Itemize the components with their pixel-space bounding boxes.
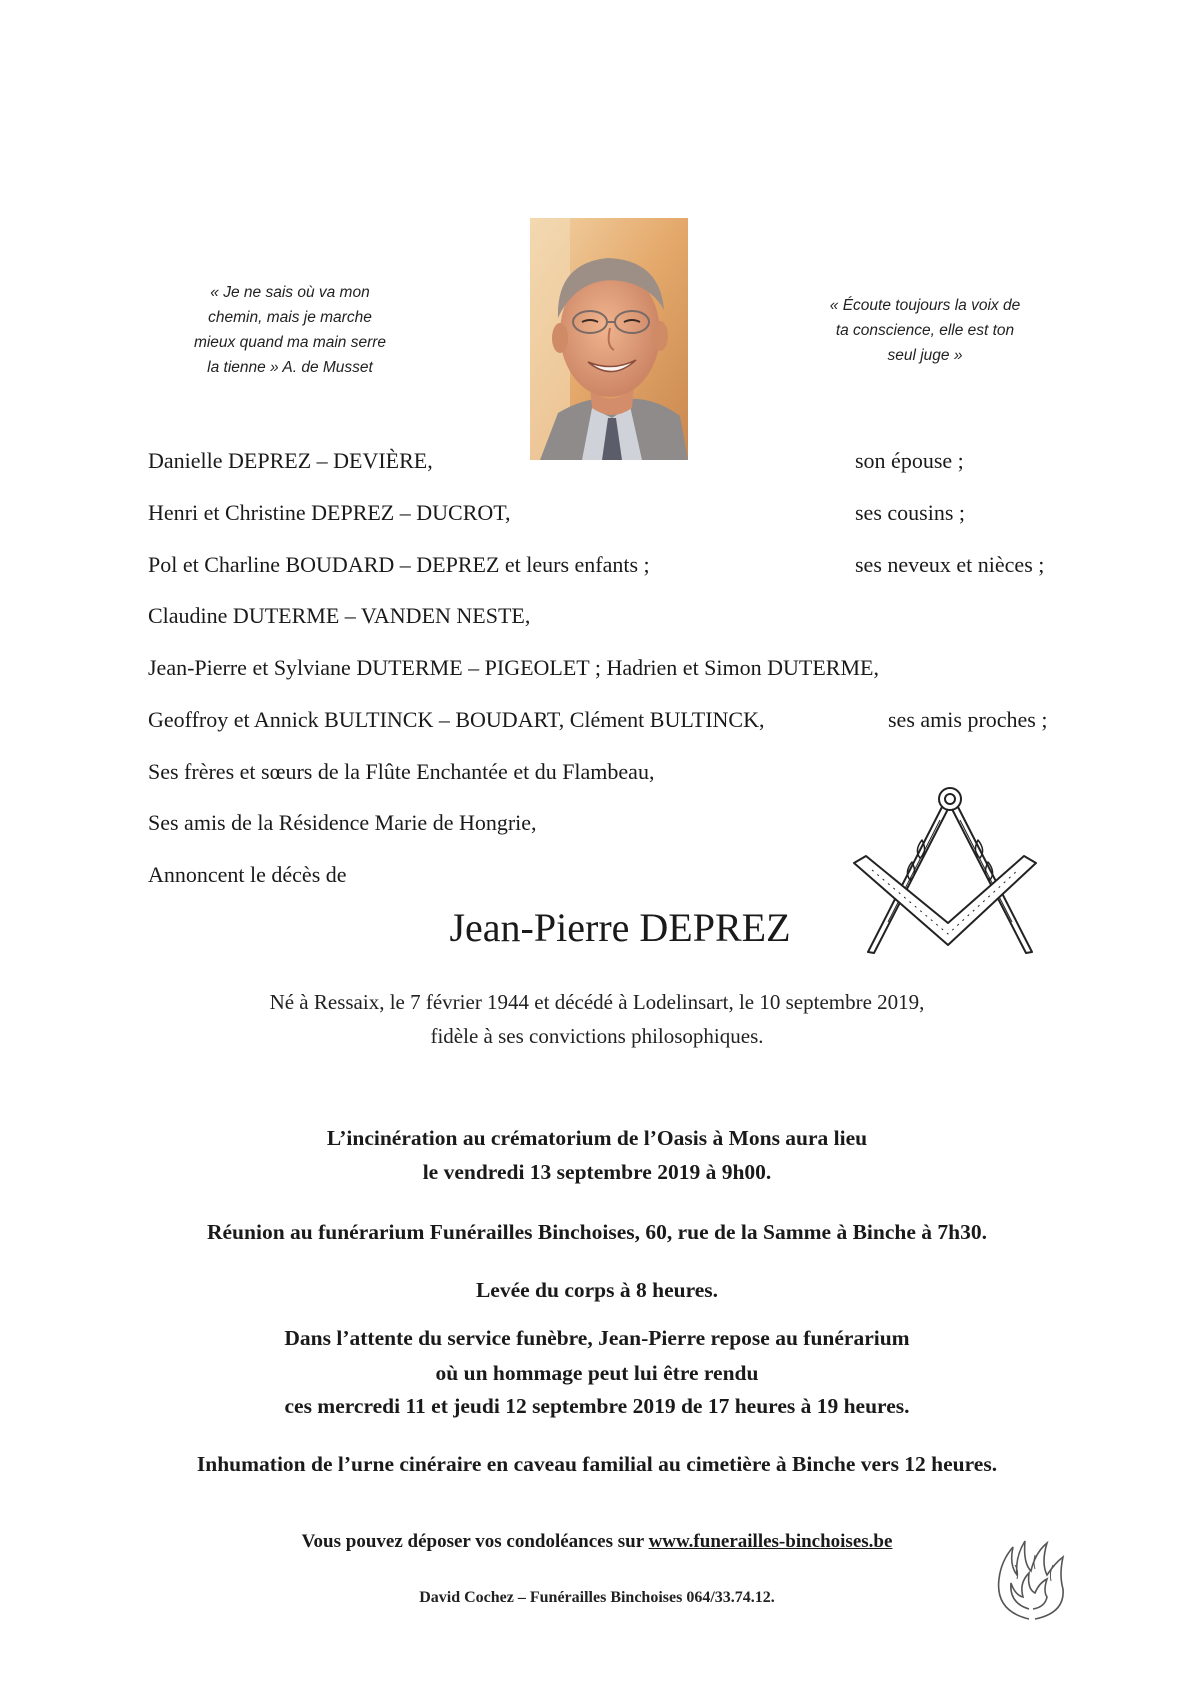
rest-line-1: Dans l’attente du service funèbre, Jean-Pierre repose au funérarium [284,1326,910,1350]
incineration-line-1: L’incinération au crématorium de l’Oasis à Mons aura lieu [326,1126,868,1150]
quote-left-line: mieux quand ma main serre [193,334,387,351]
quote-left [170,280,410,380]
quote-right-line: seul juge » [887,347,963,364]
flame-logo-icon [985,1535,1075,1625]
family-names: Annoncent le décès de [148,862,347,887]
family-names: Ses amis de la Résidence Marie de Hongrie, [148,810,537,835]
levee-line: Levée du corps à 8 heures. [475,1278,719,1302]
family-names: Danielle DEPREZ – DEVIÈRE, [148,448,433,473]
rest-line-3: ces mercredi 11 et jeudi 12 septembre 2019 de 17 heures à 19 heures. [284,1394,910,1418]
reunion-line: Réunion au funérarium Funérailles Binchoises, 60, rue de la Samme à Binche à 7h30. [206,1220,987,1244]
family-relation: ses neveux et nièces ; [855,552,1045,577]
condolences-text: Vous pouvez déposer vos condoléances sur [301,1531,649,1552]
incineration-line-2: le vendredi 13 septembre 2019 à 9h00. [422,1160,772,1184]
family-relation: ses cousins ; [855,500,965,525]
family-names: Henri et Christine DEPREZ – DUCROT, [148,500,511,525]
family-names: Geoffroy et Annick BULTINCK – BOUDART, Clément BULTINCK, [148,707,765,732]
birth-death-line: Né à Ressaix, le 7 février 1944 et décédé à Lodelinsart, le 10 septembre 2019, [269,990,925,1014]
inhumation-line: Inhumation de l’urne cinéraire en caveau familial au cimetière à Binche vers 12 heures. [196,1452,998,1476]
quote-left-line: la tienne » A. de Musset [207,359,373,376]
quote-left-line: « Je ne sais où va mon [210,284,370,301]
quote-right-line: « Écoute toujours la voix de [829,297,1021,314]
condolences-link[interactable]: www.funerailles-binchoises.be [648,1531,893,1552]
family-names: Claudine DUTERME – VANDEN NESTE, [148,603,531,628]
family-relation: son épouse ; [855,448,964,473]
quote-right-line: ta conscience, elle est ton [835,322,1015,339]
footer-contact: David Cochez – Funérailles Binchoises 064/33.74.12. [419,1589,775,1606]
convictions-line: fidèle à ses convictions philosophiques. [430,1024,764,1048]
quote-right [810,293,1040,368]
family-names: Jean-Pierre et Sylviane DUTERME – PIGEOLET ; Hadrien et Simon DUTERME, [148,655,879,680]
deceased-name: Jean-Pierre DEPREZ [449,905,791,950]
quote-left-line: chemin, mais je marche [208,309,372,326]
family-relation: ses amis proches ; [888,707,1048,732]
family-names: Ses frères et sœurs de la Flûte Enchantée et du Flambeau, [148,759,655,784]
rest-line-2: où un hommage peut lui être rendu [435,1361,759,1385]
portrait-photo [530,218,688,460]
family-names: Pol et Charline BOUDARD – DEPREZ et leurs enfants ; [148,552,650,577]
